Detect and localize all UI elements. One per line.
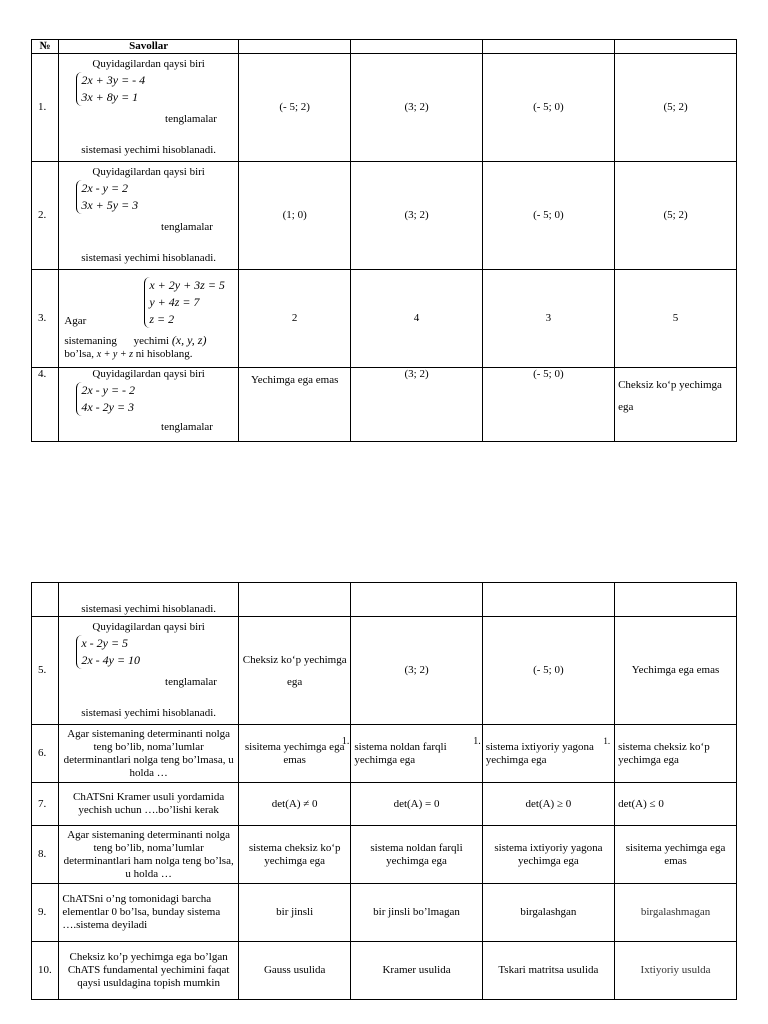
answer-option: 2: [238, 270, 350, 368]
row-number: 4.: [32, 368, 59, 442]
questions-table-page-1: [31, 39, 737, 442]
answer-option: det(A) = 0: [351, 783, 482, 826]
equation: 2x + 3y = - 4: [81, 73, 146, 87]
question-text: tenglamalar: [165, 113, 217, 125]
row-number: 10.: [32, 942, 59, 1000]
answer-option: (1; 0): [238, 162, 350, 270]
questions-table-page-2: [31, 582, 737, 1000]
table-row: [32, 783, 737, 826]
question-cell: [59, 54, 239, 162]
answer-option: det(A) ≠ 0: [238, 783, 350, 826]
table-row: [32, 368, 737, 442]
question-text: sistemasi yechimi hisoblanadi.: [59, 583, 239, 617]
equation: 2x - y = 2: [81, 181, 129, 195]
question-text: yechimi: [133, 335, 170, 347]
row-number: 1.: [32, 54, 59, 162]
question-text: ni hisoblang.: [135, 348, 193, 360]
answer-option: 5: [615, 270, 737, 368]
equation: x + 2y + 3z = 5: [149, 278, 225, 292]
answer-option: sistema cheksiz ko‘p yechimga ega: [238, 826, 350, 884]
equation-system: [76, 382, 135, 416]
equation: x - 2y = 5: [81, 636, 129, 650]
answer-option: sistema ixtiyoriy yagona yechimga ega: [482, 826, 614, 884]
answer-option: 4: [351, 270, 482, 368]
table-row: [32, 54, 737, 162]
equation: 4x - 2y = 3: [81, 400, 135, 414]
question-text: tenglamalar: [161, 221, 213, 233]
answer-option: Yechimga ega emas: [238, 368, 350, 442]
answer-option: sistema noldan farqli yechimga ega: [351, 826, 482, 884]
equation-system: [76, 635, 140, 669]
row-number: 8.: [32, 826, 59, 884]
answer-option: [351, 725, 482, 783]
question-text: tenglamalar: [161, 421, 213, 433]
question-text: sistemasi yechimi hisoblanadi.: [81, 707, 216, 719]
table-row: [32, 617, 737, 725]
question-text: Agar: [64, 315, 87, 327]
question-text: Agar sistemaning determinanti nolga teng bo’lib, noma’lumlar determinantlari nolga teng bo’lmasa, u holda …: [59, 725, 239, 783]
answer-option: (3; 2): [351, 617, 482, 725]
math-expression: x + y + z: [96, 349, 133, 360]
equation: 2x - y = - 2: [81, 383, 136, 397]
answer-option-text: sisitema yechimga ega emas: [244, 740, 345, 766]
table-row: [32, 583, 737, 617]
question-text: Quyidagilardan qaysi biri: [92, 58, 205, 70]
answer-option: det(A) ≥ 0: [482, 783, 614, 826]
equation: 3x + 8y = 1: [81, 90, 139, 104]
list-marker: 1.: [603, 736, 611, 746]
answer-option: Ixtiyoriy usulda: [615, 942, 737, 1000]
question-cell: [59, 617, 239, 725]
header-num: №: [32, 40, 59, 54]
list-marker: 1.: [473, 736, 481, 747]
answer-option: Cheksiz ko‘p yechimga ega: [615, 368, 737, 442]
row-number: 7.: [32, 783, 59, 826]
equation-system: [76, 180, 138, 214]
answer-option: (3; 2): [351, 368, 482, 442]
header-questions: Savollar: [59, 40, 239, 54]
table-row: [32, 942, 737, 1000]
answer-option: (- 5; 0): [482, 54, 614, 162]
row-number: 3.: [32, 270, 59, 368]
equation-system: [144, 277, 225, 328]
question-cell: [59, 368, 239, 442]
answer-option: [238, 725, 350, 783]
question-cell: [59, 162, 239, 270]
answer-option: [482, 725, 614, 783]
answer-option: (- 5; 0): [482, 368, 614, 442]
answer-option: (5; 2): [615, 54, 737, 162]
equation: y + 4z = 7: [149, 295, 200, 309]
answer-option: (3; 2): [351, 54, 482, 162]
answer-option: (5; 2): [615, 162, 737, 270]
answer-option: (- 5; 0): [482, 617, 614, 725]
question-text: tenglamalar: [165, 676, 217, 688]
table-row: [32, 725, 737, 783]
question-cell: [59, 270, 239, 368]
question-text: Quyidagilardan qaysi biri: [92, 166, 205, 178]
question-text: ChATSni o’ng tomonidagi barcha elementlar 0 bo’lsa, bunday sistema ….sistema deyiladi: [59, 884, 239, 942]
answer-option: 3: [482, 270, 614, 368]
question-text: Cheksiz ko’p yechimga ega bo’lgan ChATS fundamental yechimini faqat qaysi usuldagina topish mumkin: [59, 942, 239, 1000]
answer-option: bir jinsli: [238, 884, 350, 942]
question-text: sistemasi yechimi hisoblanadi.: [81, 144, 216, 156]
question-text: sistemaning: [64, 335, 117, 347]
answer-option: bir jinsli bo’lmagan: [351, 884, 482, 942]
answer-option-text: sistema noldan farqli yechimga ega: [354, 740, 447, 766]
answer-option: Yechimga ega emas: [615, 617, 737, 725]
answer-option: birgalashgan: [482, 884, 614, 942]
answer-option: (- 5; 2): [238, 54, 350, 162]
answer-option: Kramer usulida: [351, 942, 482, 1000]
answer-option: (3; 2): [351, 162, 482, 270]
answer-option-text: sistema ixtiyoriy yagona yechimga ega: [485, 740, 594, 766]
question-text: bo’lsa,: [64, 348, 94, 360]
row-number: 5.: [32, 617, 59, 725]
answer-option: (- 5; 0): [482, 162, 614, 270]
question-text: Quyidagilardan qaysi biri: [92, 621, 205, 633]
equation: 2x - 4y = 10: [81, 653, 141, 667]
table-row: [32, 162, 737, 270]
answer-option: det(A) ≤ 0: [615, 783, 737, 826]
answer-option: birgalashmagan: [615, 884, 737, 942]
table-row: [32, 270, 737, 368]
question-text: ChATSni Kramer usuli yordamida yechish uchun ….bo’lishi kerak: [59, 783, 239, 826]
question-text: sistemasi yechimi hisoblanadi.: [81, 252, 216, 264]
row-number: 9.: [32, 884, 59, 942]
header-row: [32, 40, 737, 54]
table-row: [32, 884, 737, 942]
list-marker: 1.: [341, 736, 350, 747]
equation: z = 2: [149, 312, 175, 326]
table-row: [32, 826, 737, 884]
answer-option: sistema cheksiz ko‘p yechimga ega: [615, 725, 737, 783]
question-text: Agar sistemaning determinanti nolga teng bo’lib, noma’lumlar determinantlari ham nolga teng bo’lsa, u holda …: [59, 826, 239, 884]
math-expression: (x, y, z): [171, 333, 207, 347]
answer-option: Gauss usulida: [238, 942, 350, 1000]
answer-option: Tskari matritsa usulida: [482, 942, 614, 1000]
equation-system: [76, 72, 145, 106]
answer-option: Cheksiz ko‘p yechimga ega: [238, 617, 350, 725]
row-number: 2.: [32, 162, 59, 270]
equation: 3x + 5y = 3: [81, 198, 139, 212]
row-number: 6.: [32, 725, 59, 783]
question-text: Quyidagilardan qaysi biri: [92, 368, 205, 380]
answer-option: sisitema yechimga ega emas: [615, 826, 737, 884]
